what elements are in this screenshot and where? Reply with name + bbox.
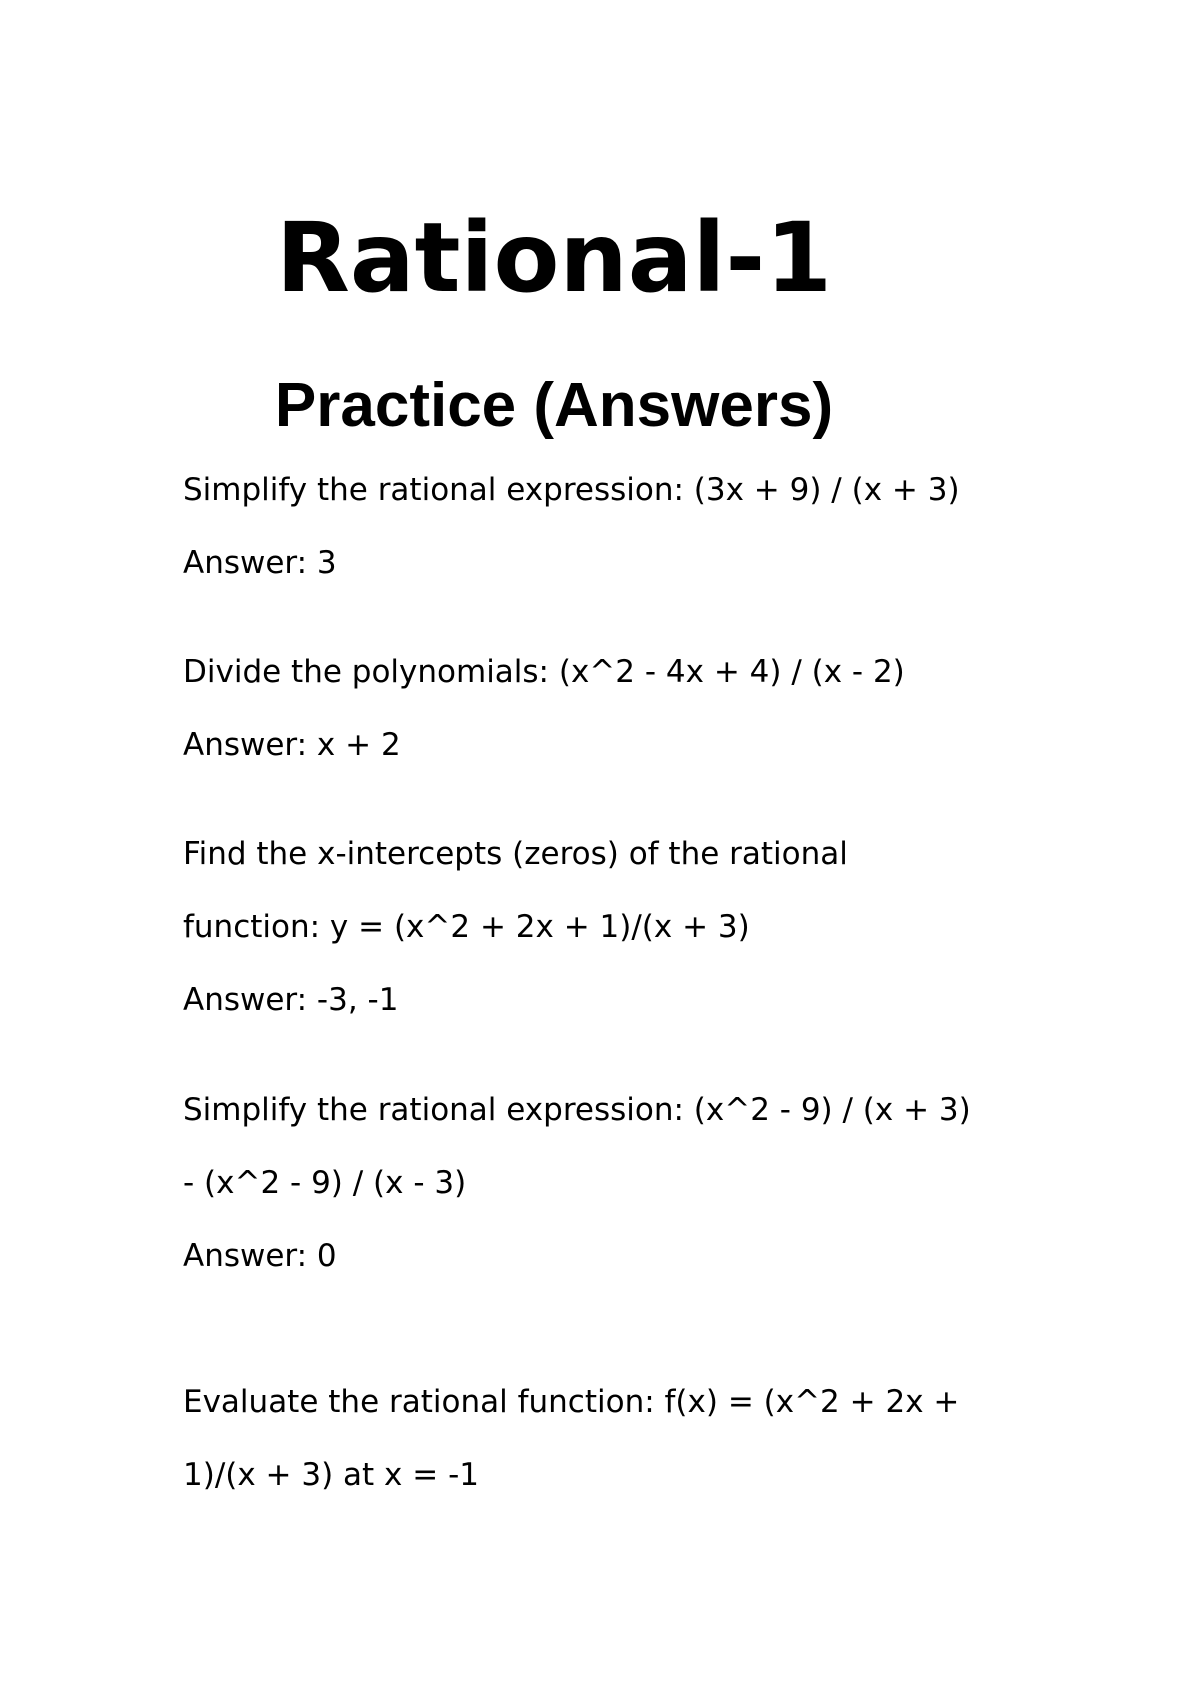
problem-4-question-line-2: - (x^2 - 9) / (x - 3) [183, 1165, 467, 1201]
problem-2-question: Divide the polynomials: (x^2 - 4x + 4) / (x - 2) [183, 654, 905, 690]
problem-1-question: Simplify the rational expression: (3x + 9) / (x + 3) [183, 472, 960, 508]
problem-3-question-line-2: function: y = (x^2 + 2x + 1)/(x + 3) [183, 909, 750, 945]
problem-2-answer: Answer: x + 2 [183, 727, 401, 763]
problem-5-question-line-2: 1)/(x + 3) at x = -1 [183, 1457, 479, 1493]
problem-3-question-line-1: Find the x-intercepts (zeros) of the rational [183, 836, 848, 872]
problem-1-answer: Answer: 3 [183, 545, 337, 581]
problem-3-answer: Answer: -3, -1 [183, 982, 399, 1018]
problem-5-question-line-1: Evaluate the rational function: f(x) = (x^2 + 2x + [183, 1384, 960, 1420]
problem-4-question-line-1: Simplify the rational expression: (x^2 - 9) / (x + 3) [183, 1092, 971, 1128]
document-subtitle: Practice (Answers) [274, 371, 834, 440]
document-title: Rational-1 [275, 202, 833, 314]
problem-4-answer: Answer: 0 [183, 1238, 337, 1274]
